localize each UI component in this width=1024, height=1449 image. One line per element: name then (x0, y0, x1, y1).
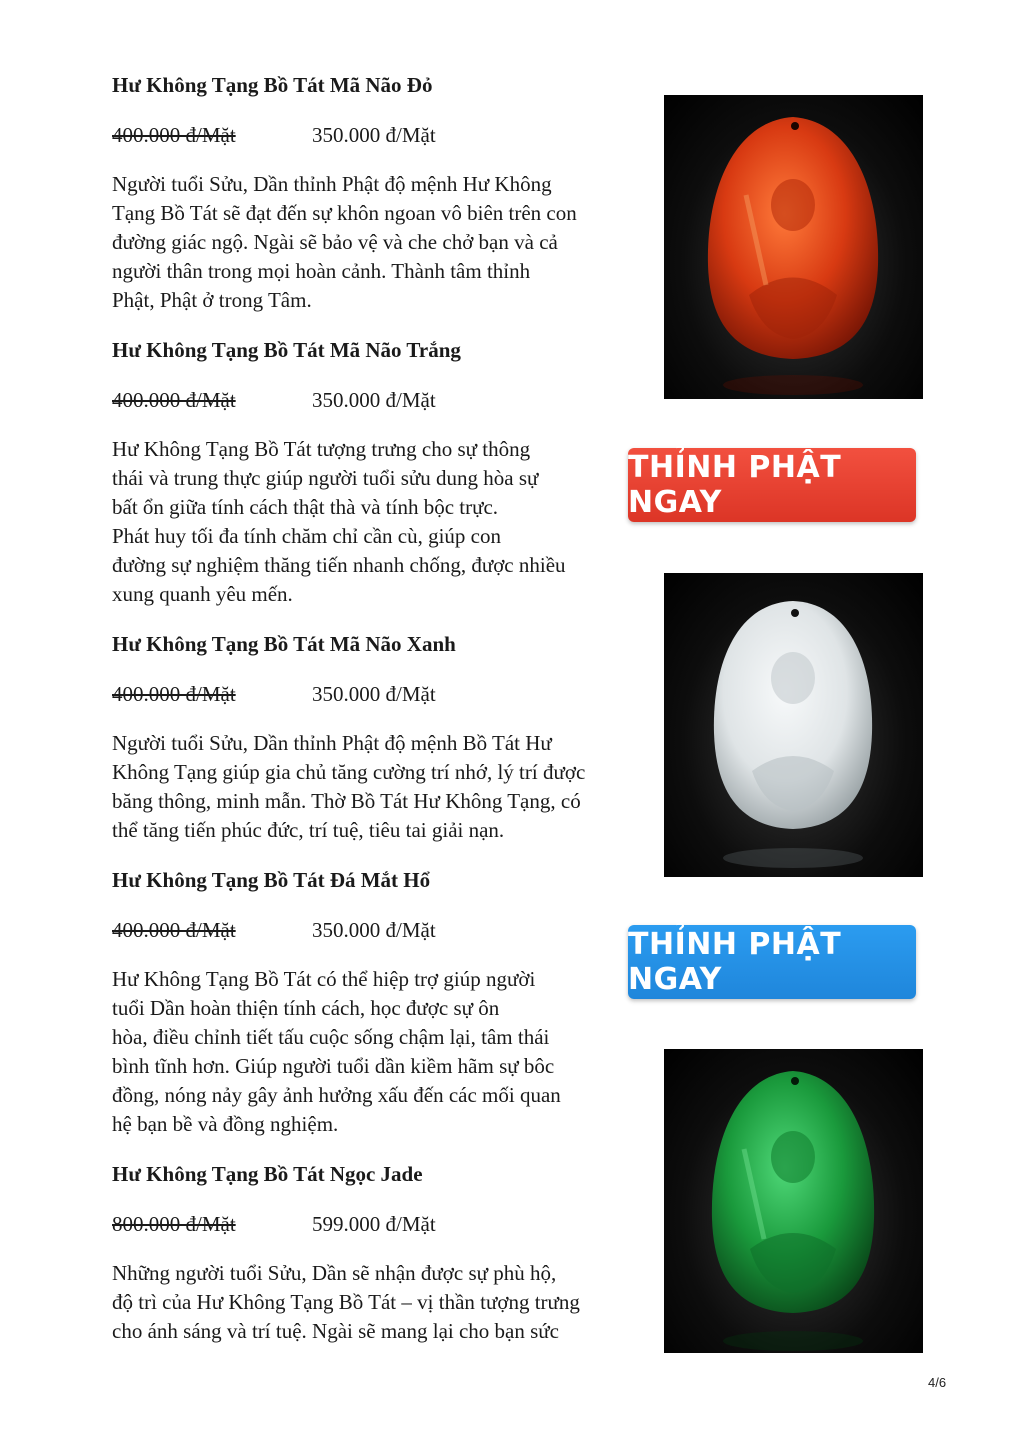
desc-line: hệ bạn bề và đồng nghiệm. (112, 1112, 339, 1136)
desc-line: xung quanh yêu mến. (112, 582, 293, 606)
desc-line: cho ánh sáng và trí tuệ. Ngài sẽ mang lại cho bạn sức (112, 1319, 559, 1343)
desc-line: thái và trung thực giúp người tuổi sửu dung hòa sự (112, 466, 539, 490)
product-description (112, 965, 637, 1139)
product-description (112, 729, 637, 845)
new-price: 350.000 đ/Mặt (312, 682, 436, 706)
desc-line: đường giác ngộ. Ngài sẽ bảo vệ và che chở bạn và cả (112, 230, 558, 254)
product-title: Hư Không Tạng Bồ Tát Mã Não Đỏ (112, 73, 433, 97)
product-description (112, 435, 637, 609)
order-now-button-red[interactable]: THỈNH PHẬT NGAY (628, 448, 916, 522)
desc-line: Hư Không Tạng Bồ Tát tượng trưng cho sự thông (112, 437, 531, 461)
desc-line: tuổi Dần hoàn thiện tính cách, học được sự ôn (112, 996, 500, 1020)
new-price: 350.000 đ/Mặt (312, 388, 436, 412)
white-agate-pendant-image[interactable] (664, 573, 923, 877)
page-number: 4/6 (928, 1375, 947, 1390)
price-row (112, 915, 637, 945)
content-column (112, 70, 637, 1346)
desc-line: Hư Không Tạng Bồ Tát có thể hiệp trợ giúp người (112, 967, 536, 991)
desc-line: người thân trong mọi hoàn cảnh. Thành tâm thỉnh (112, 259, 531, 283)
product-section-red-agate (112, 70, 637, 335)
price-row (112, 385, 637, 415)
new-price: 599.000 đ/Mặt (312, 1212, 436, 1236)
desc-line: bất ổn giữa tính cách thật thà và tính bộc trực. (112, 495, 499, 519)
new-price: 350.000 đ/Mặt (312, 123, 436, 147)
desc-line: bình tĩnh hơn. Giúp người tuổi dần kiềm hãm sự bôc (112, 1054, 555, 1078)
product-title: Hư Không Tạng Bồ Tát Ngọc Jade (112, 1162, 423, 1186)
desc-line: đường sự nghiệm thăng tiến nhanh chống, được nhiều (112, 553, 566, 577)
product-section-jade (112, 1159, 637, 1346)
new-price: 350.000 đ/Mặt (312, 918, 436, 942)
desc-line: thể tăng tiến phúc đức, trí tuệ, tiêu tai giải nạn. (112, 818, 505, 842)
order-now-button-blue[interactable]: THỈNH PHẬT NGAY (628, 925, 916, 999)
desc-line: hòa, điều chỉnh tiết tấu cuộc sống chậm lại, tâm thái (112, 1025, 550, 1049)
desc-line: Người tuổi Sửu, Dần thỉnh Phật độ mệnh Hư Không (112, 172, 552, 196)
product-title: Hư Không Tạng Bồ Tát Mã Não Trắng (112, 338, 461, 362)
desc-line: Phát huy tối đa tính chăm chỉ cần cù, giúp con (112, 524, 501, 548)
price-row (112, 120, 637, 150)
old-price: 400.000 đ/Mặt (112, 123, 236, 147)
product-section-blue-agate (112, 629, 637, 865)
product-title: Hư Không Tạng Bồ Tát Mã Não Xanh (112, 632, 456, 656)
old-price: 400.000 đ/Mặt (112, 388, 236, 412)
desc-line: đồng, nóng nảy gây ảnh hưởng xấu đến các mối quan (112, 1083, 561, 1107)
desc-line: độ trì của Hư Không Tạng Bồ Tát – vị thần tượng trưng (112, 1290, 580, 1314)
old-price: 400.000 đ/Mặt (112, 682, 236, 706)
red-agate-pendant-image[interactable] (664, 95, 923, 399)
old-price: 400.000 đ/Mặt (112, 918, 236, 942)
desc-line: Những người tuổi Sửu, Dần sẽ nhận được sự phù hộ, (112, 1261, 557, 1285)
desc-line: Phật, Phật ở trong Tâm. (112, 288, 312, 312)
product-section-tiger-eye (112, 865, 637, 1159)
product-section-white-agate (112, 335, 637, 629)
price-row (112, 1209, 637, 1239)
product-description (112, 1259, 637, 1346)
desc-line: Người tuổi Sửu, Dần thỉnh Phật độ mệnh Bồ Tát Hư (112, 731, 552, 755)
old-price: 800.000 đ/Mặt (112, 1212, 236, 1236)
product-title: Hư Không Tạng Bồ Tát Đá Mắt Hổ (112, 868, 431, 892)
product-description (112, 170, 637, 315)
desc-line: Không Tạng giúp gia chủ tăng cường trí nhớ, lý trí được (112, 760, 586, 784)
jade-pendant-image[interactable] (664, 1049, 923, 1353)
desc-line: Tạng Bồ Tát sẽ đạt đến sự khôn ngoan vô biên trên con (112, 201, 577, 225)
price-row (112, 679, 637, 709)
desc-line: băng thông, minh mẫn. Thờ Bồ Tát Hư Không Tạng, có (112, 789, 581, 813)
